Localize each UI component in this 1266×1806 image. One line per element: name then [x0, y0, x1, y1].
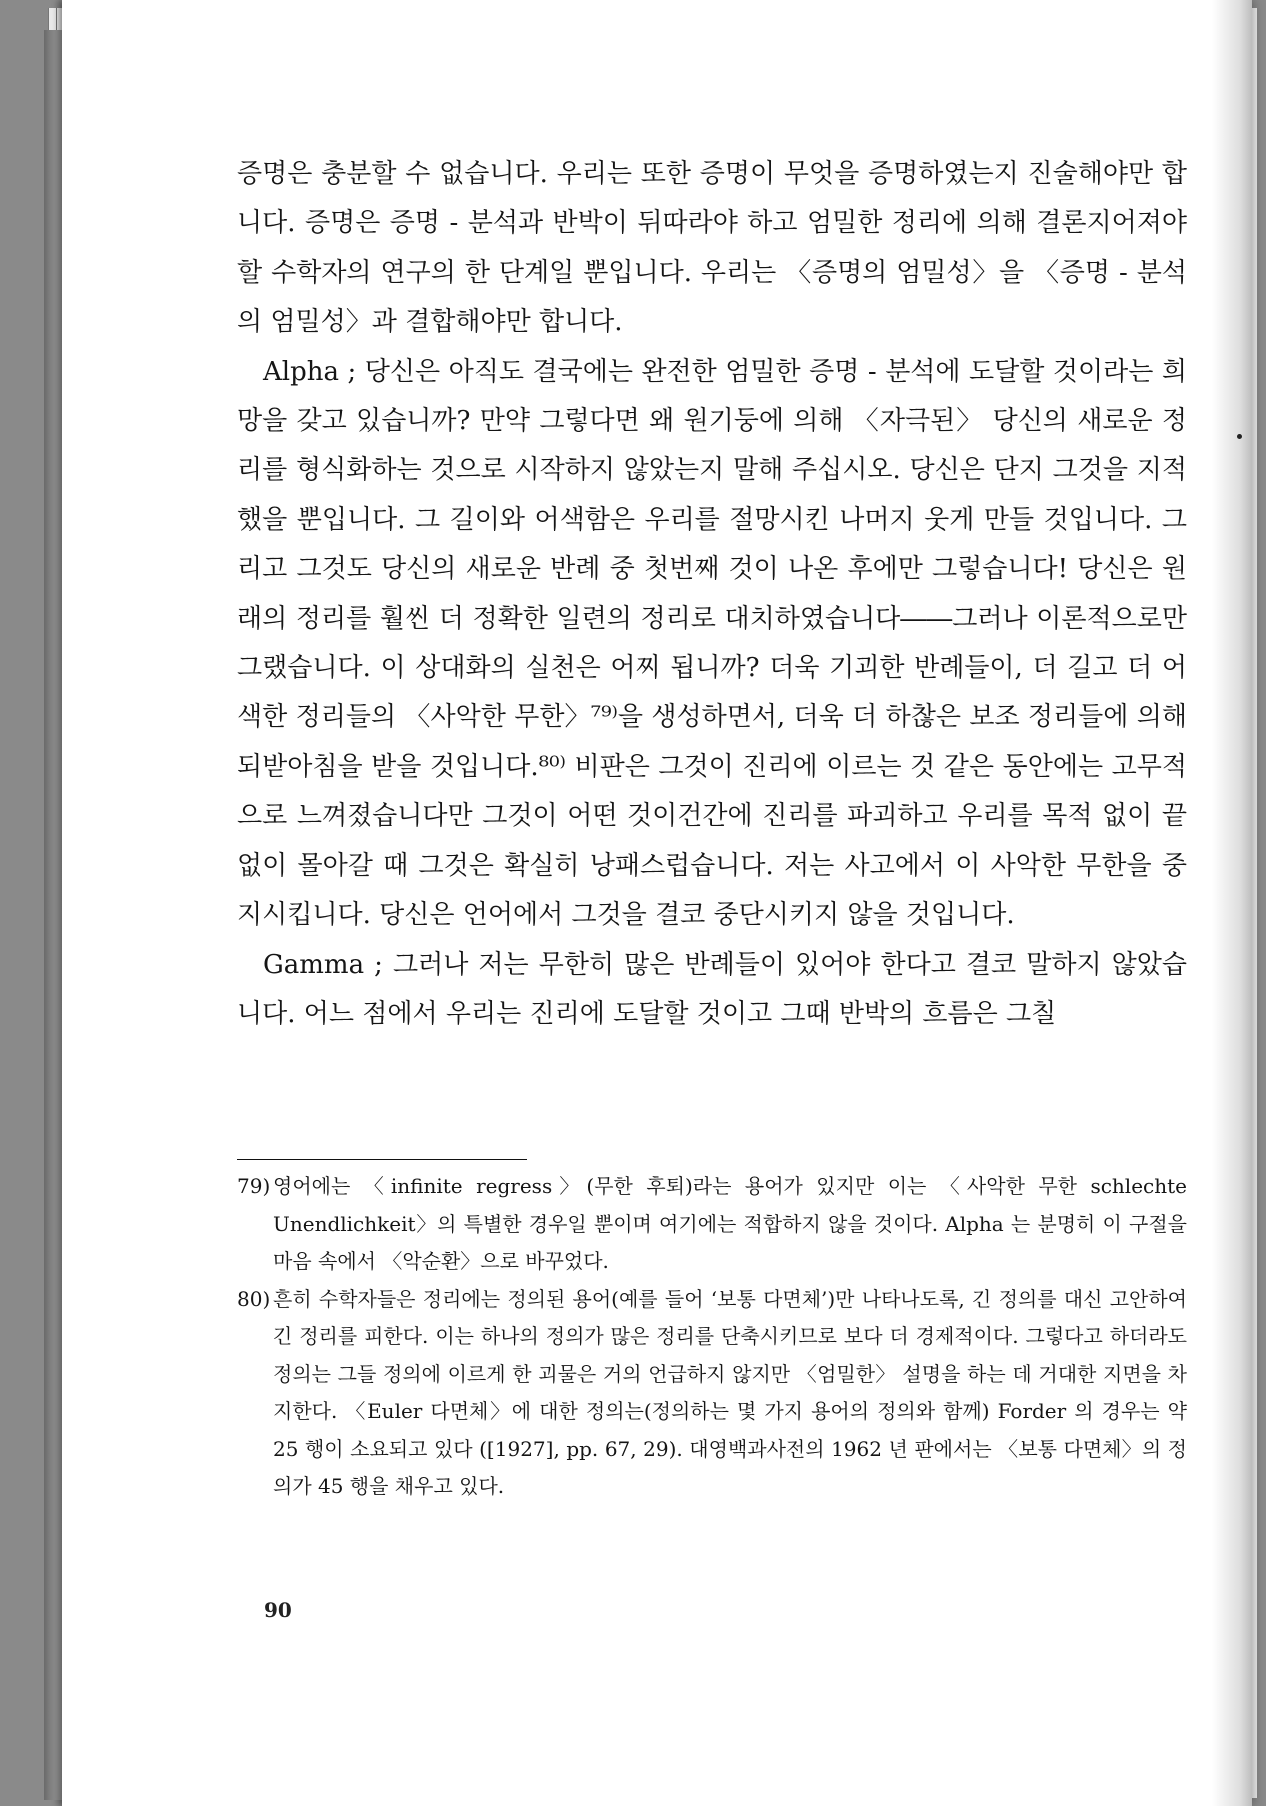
- footnote-79: [237, 1168, 1187, 1281]
- footnotes: [237, 1168, 1187, 1506]
- page-number: 90: [264, 1598, 292, 1622]
- paragraph-1: 증명은 충분할 수 없습니다. 우리는 또한 증명이 무엇을 증명하였는지 진술해야만 합니다. 증명은 증명 - 분석과 반박이 뒤따라야 하고 엄밀한 정리에 의해 결론지어져야 할 수학자의 연구의 한 단계일 뿐입니다. 우리는 〈증명의 엄밀성〉을 〈증명 - 분석의 엄밀성〉과 결합해야만 합니다.: [237, 159, 1187, 338]
- page-edge-shadow: [1212, 0, 1252, 1806]
- book-page: [62, 0, 1252, 1806]
- footnote-80: [237, 1281, 1187, 1506]
- footnote-number: 80): [237, 1286, 271, 1311]
- body-text: [237, 150, 1187, 1039]
- paragraph-3: Gamma ; 그러나 저는 무한히 많은 반례들이 있어야 한다고 결코 말하지 않았습니다. 어느 점에서 우리는 진리에 도달할 것이고 그때 반박의 흐름은 그칠: [237, 949, 1187, 1029]
- footnote-text: 영어에는 〈infinite regress〉(무한 후퇴)라는 용어가 있지만 이는 〈사악한 무한 schlechte Unendlichkeit〉의 특별한 경우일 뿐이며 여기에는 적합하지 않을 것이다. Alpha 는 분명히 이 구절을 마음 속에서 〈악순환〉으로 바꾸었다.: [273, 1174, 1187, 1273]
- margin-mark: [1237, 434, 1242, 439]
- footnote-number: 79): [237, 1174, 271, 1198]
- paragraph-2: Alpha ; 당신은 아직도 결국에는 완전한 엄밀한 증명 - 분석에 도달할 것이라는 희망을 갖고 있습니까? 만약 그렇다면 왜 원기둥에 의해 〈자극된〉 당신의 새로운 정리를 형식화하는 것으로 시작하지 않았는지 말해 주십시오. 당신은 단지 그것을 지적했을 뿐입니다. 그 길이와 어색함은 우리를 절망시킨 나머지 웃게 만들 것입니다. 그리고 그것도 당신의 새로운 반례 중 첫번째 것이 나온 후에만 그렇습니다! 당신은 원래의 정리를 훨씬 더 정확한 일련의 정리로 대치하였습니다――그러나 이론적으로만 그랬습니다. 이 상대화의 실천은 어찌 됩니까? 더욱 기괴한 반례들이, 더 길고 더 어색한 정리들의 〈사악한 무한〉⁷⁹⁾을 생성하면서, 더욱 더 하찮은 보조 정리들에 의해 되받아침을 받을 것입니다.⁸⁰⁾ 비판은 그것이 진리에 이르는 것 같은 동안에는 고무적으로 느껴졌습니다만 그것이 어떤 것이건간에 진리를 파괴하고 우리를 목적 없이 끝없이 몰아갈 때 그것은 확실히 낭패스럽습니다. 저는 사고에서 이 사악한 무한을 중지시킵니다. 당신은 언어에서 그것을 결코 중단시키지 않을 것입니다.: [237, 356, 1187, 931]
- footnote-text: 흔히 수학자들은 정리에는 정의된 용어(예를 들어 ‘보통 다면체’)만 나타나도록, 긴 정의를 대신 고안하여 긴 정리를 피한다. 이는 하나의 정의가 많은 정리를 단축시키므로 보다 더 경제적이다. 그렇다고 하더라도 정의는 그들 정의에 이르게 한 괴물은 거의 언급하지 않지만 〈엄밀한〉 설명을 하는 데 거대한 지면을 차지한다. 〈Euler 다면체〉에 대한 정의는(정의하는 몇 가지 용어의 정의와 함께) Forder 의 경우는 약 25 행이 소요되고 있다 ([1927], pp. 67, 29). 대영백과사전의 1962 년 판에서는 〈보통 다면체〉의 정의가 45 행을 채우고 있다.: [273, 1286, 1187, 1498]
- footnote-separator: [237, 1159, 527, 1160]
